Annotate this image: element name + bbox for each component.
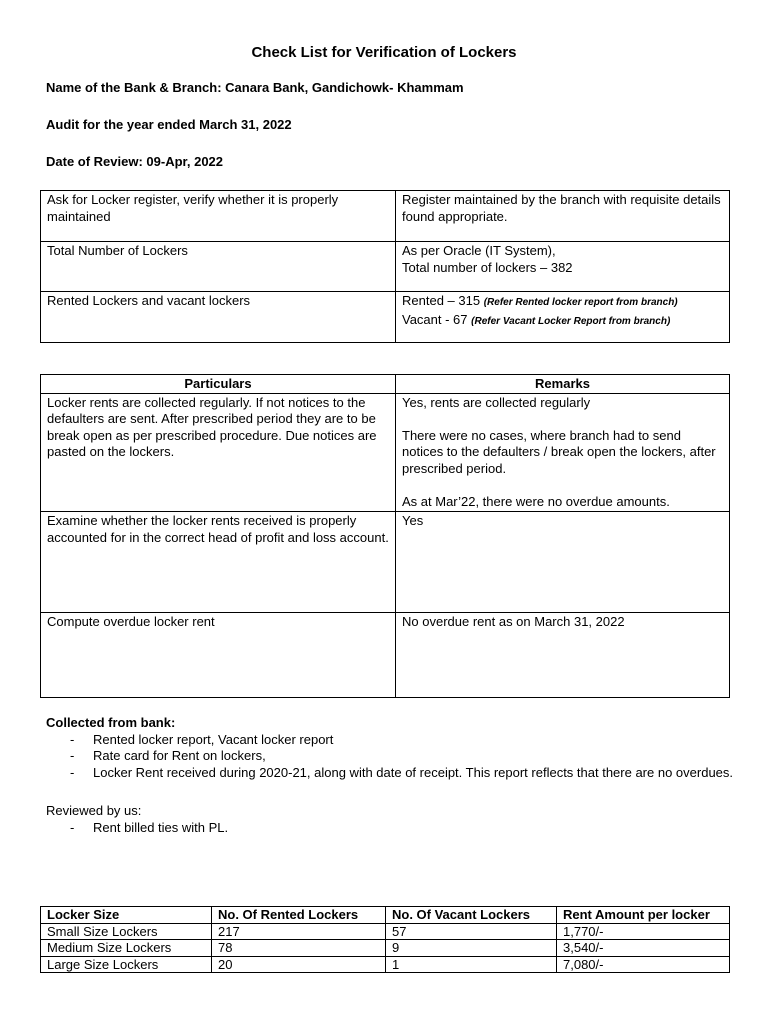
- table-row: [41, 393, 730, 512]
- table-row: [41, 512, 730, 613]
- table-row: [41, 956, 730, 973]
- locker-rent-table: [40, 906, 730, 973]
- remark-paragraph: No overdue rent as on March 31, 2022: [402, 614, 625, 629]
- list-item-text: Rented locker report, Vacant locker report: [93, 731, 334, 747]
- remark-paragraph: Yes: [402, 513, 424, 528]
- table-row: [41, 940, 730, 957]
- cell-line: [402, 312, 723, 331]
- locker-summary-table: [40, 190, 730, 343]
- table-row: [41, 242, 730, 292]
- list-item-text: Locker Rent received during 2020-21, along with date of receipt. This report reflects that there are no overdues.: [93, 764, 734, 780]
- remark-paragraph: There were no cases, where branch had to send notices to the defaulters / break open the lockers, after prescribed period.: [402, 427, 716, 476]
- table-cell: 78: [212, 940, 386, 957]
- rented-note: (Refer Rented locker report from branch): [483, 297, 678, 308]
- cell-line: Register maintained by the branch with requisite details found appropriate.: [402, 192, 721, 224]
- table-cell: 20: [212, 956, 386, 973]
- table-cell: Medium Size Lockers: [41, 940, 212, 957]
- table-row: [41, 923, 730, 940]
- column-header: Particulars: [41, 375, 396, 394]
- table-cell: 7,080/-: [557, 956, 730, 973]
- list-item: [46, 820, 746, 837]
- table-cell: [396, 292, 730, 343]
- collected-heading: Collected from bank:: [46, 715, 176, 730]
- collected-section: [46, 715, 746, 781]
- table-cell: 57: [386, 923, 557, 940]
- table-row: [41, 191, 730, 242]
- table-cell: 1,770/-: [557, 923, 730, 940]
- table-cell: Compute overdue locker rent: [41, 613, 396, 698]
- table-cell: Large Size Lockers: [41, 956, 212, 973]
- bullet-dash: -: [70, 819, 75, 835]
- collected-list: [46, 732, 746, 782]
- remark-paragraph: Yes, rents are collected regularly: [402, 394, 591, 410]
- column-header: Rent Amount per locker: [557, 907, 730, 924]
- table-cell: Small Size Lockers: [41, 923, 212, 940]
- cell-line: Total number of lockers – 382: [402, 259, 573, 275]
- list-item-text: Rate card for Rent on lockers,: [93, 748, 266, 763]
- table-cell: Rented Lockers and vacant lockers: [41, 292, 396, 343]
- table-cell: [396, 613, 730, 698]
- list-item: [46, 765, 746, 782]
- column-header: No. Of Rented Lockers: [212, 907, 386, 924]
- audit-year: Audit for the year ended March 31, 2022: [46, 117, 292, 132]
- reviewed-list: [46, 820, 746, 837]
- particulars-remarks-table: [40, 374, 730, 698]
- vacant-count: Vacant - 67: [402, 311, 468, 327]
- vacant-note: (Refer Vacant Locker Report from branch): [471, 315, 671, 327]
- column-header: Remarks: [396, 375, 730, 394]
- table-cell: [396, 242, 730, 292]
- table-cell: Total Number of Lockers: [41, 242, 396, 292]
- bullet-dash: -: [70, 748, 75, 763]
- table-header-row: [41, 375, 730, 394]
- table-cell: Locker rents are collected regularly. If not notices to the defaulters are sent. After prescribed period they are to be break open as per prescribed procedure. Due notices are pasted on the lockers.: [41, 393, 396, 512]
- table-cell: Examine whether the locker rents received is properly accounted for in the correct head of profit and loss account.: [41, 512, 396, 613]
- review-date: Date of Review: 09-Apr, 2022: [46, 154, 224, 169]
- table-row: [41, 613, 730, 698]
- rented-count: Rented – 315: [402, 293, 481, 308]
- table-cell: [396, 393, 730, 512]
- cell-line: [402, 293, 723, 312]
- table-header-row: [41, 907, 730, 924]
- table-cell: 9: [386, 940, 557, 957]
- table-cell: 3,540/-: [557, 940, 730, 957]
- table-cell: [396, 512, 730, 613]
- list-item-text: Rent billed ties with PL.: [93, 819, 229, 835]
- list-item: [46, 748, 746, 765]
- table-row: [41, 292, 730, 343]
- column-header: No. Of Vacant Lockers: [386, 907, 557, 924]
- table-cell: Ask for Locker register, verify whether it is properly maintained: [41, 191, 396, 242]
- cell-line: As per Oracle (IT System),: [402, 243, 556, 258]
- bank-branch: Name of the Bank & Branch: Canara Bank, Gandichowk- Khammam: [46, 80, 464, 95]
- reviewed-section: [46, 803, 746, 836]
- list-item: [46, 732, 746, 749]
- remark-paragraph: As at Mar’22, there were no overdue amounts.: [402, 493, 670, 509]
- table-cell: [396, 191, 730, 242]
- page-title: Check List for Verification of Lockers: [251, 44, 517, 61]
- table-cell: 217: [212, 923, 386, 940]
- bullet-dash: -: [70, 764, 75, 780]
- column-header: Locker Size: [41, 907, 212, 924]
- table-cell: 1: [386, 956, 557, 973]
- bullet-dash: -: [70, 731, 75, 747]
- reviewed-heading: Reviewed by us:: [46, 803, 142, 818]
